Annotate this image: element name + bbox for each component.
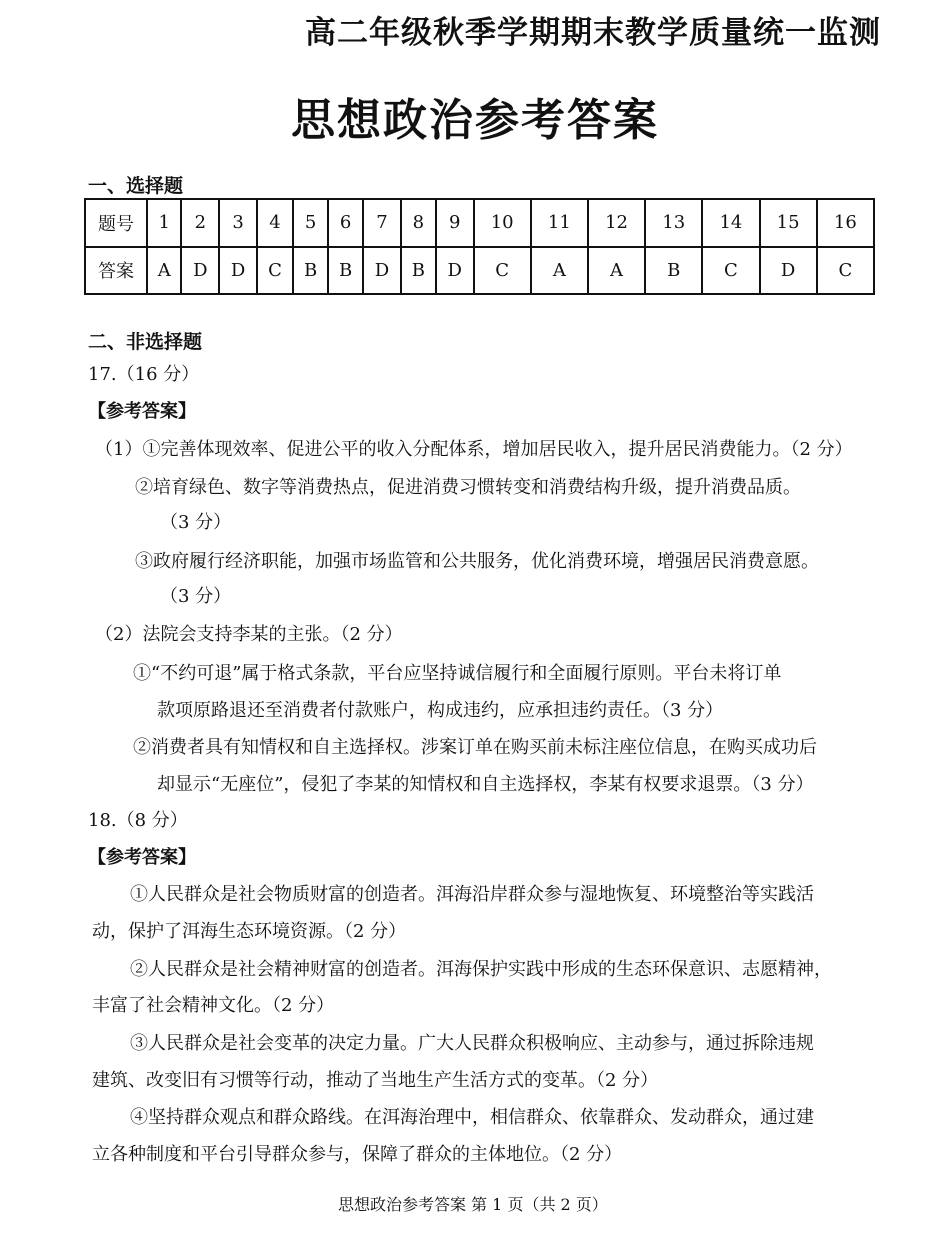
answer-cell: B [293, 247, 328, 295]
question-number-cell: 2 [181, 199, 219, 247]
question-number-cell: 8 [401, 199, 436, 247]
question-number-cell: 9 [436, 199, 474, 247]
answer-cell: C [257, 247, 293, 295]
q18-line-5: ③人民群众是社会变革的决定力量。广大人民群众积极响应、主动参与，通过拆除违规 [130, 1033, 814, 1054]
table-row-numbers [85, 199, 874, 247]
q17-line-3: （3 分） [160, 512, 232, 533]
row-label-number: 题号 [85, 199, 147, 247]
question-number-cell: 4 [257, 199, 293, 247]
answer-cell: D [363, 247, 401, 295]
answer-cell: A [588, 247, 645, 295]
question-number-cell: 12 [588, 199, 645, 247]
row-label-answer: 答案 [85, 247, 147, 295]
q17-line-10: 却显示“无座位”，侵犯了李某的知情权和自主选择权，李某有权要求退票。（3 分） [157, 774, 814, 795]
section-choice-heading: 一、选择题 [88, 175, 184, 197]
answer-cell: B [645, 247, 702, 295]
q17-line-7: ①“不约可退”属于格式条款，平台应坚持诚信履行和全面履行原则。平台未将订单 [133, 663, 782, 684]
answer-cell: A [531, 247, 588, 295]
q18-line-2: 动，保护了洱海生态环境资源。（2 分） [92, 921, 407, 942]
page-header-cropped: 高二年级秋季学期期末教学质量统一监测 [305, 15, 881, 51]
q17-line-6: （2）法院会支持李某的主张。（2 分） [95, 624, 403, 645]
question-number-cell: 13 [645, 199, 702, 247]
answer-table [84, 198, 875, 295]
q18-line-8: 立各种制度和平台引导群众参与，保障了群众的主体地位。（2 分） [92, 1144, 623, 1165]
q18-line-6: 建筑、改变旧有习惯等行动，推动了当地生产生活方式的变革。（2 分） [92, 1070, 659, 1091]
question-number-cell: 7 [363, 199, 401, 247]
answer-cell: B [328, 247, 363, 295]
answer-cell: C [817, 247, 874, 295]
question-number-cell: 1 [147, 199, 181, 247]
q18-line-1: ①人民群众是社会物质财富的创造者。洱海沿岸群众参与湿地恢复、环境整治等实践活 [130, 884, 814, 905]
q17-line-8: 款项原路退还至消费者付款账户，构成违约，应承担违约责任。（3 分） [157, 700, 724, 721]
question-number-cell: 15 [760, 199, 817, 247]
answer-cell: C [702, 247, 759, 295]
answer-cell: D [181, 247, 219, 295]
page-footer-cropped: 思想政治参考答案 第 1 页（共 2 页） [338, 1195, 608, 1214]
answer-cell: B [401, 247, 436, 295]
page-title: 思想政治参考答案 [291, 95, 659, 146]
question-number-cell: 11 [531, 199, 588, 247]
q17-line-1: （1）①完善体现效率、促进公平的收入分配体系，增加居民收入，提升居民消费能力。（2 分） [95, 439, 853, 460]
q17-line-9: ②消费者具有知情权和自主选择权。涉案订单在购买前未标注座位信息，在购买成功后 [133, 737, 817, 758]
question-number-cell: 6 [328, 199, 363, 247]
q18-line-3: ②人民群众是社会精神财富的创造者。洱海保护实践中形成的生态环保意识、志愿精神， [130, 959, 832, 980]
question-number-cell: 16 [817, 199, 874, 247]
answer-cell: D [760, 247, 817, 295]
q18-line-4: 丰富了社会精神文化。（2 分） [92, 995, 335, 1016]
table-row-answers [85, 247, 874, 295]
q17-heading: 17.（16 分） [88, 364, 200, 385]
answer-cell: D [436, 247, 474, 295]
q17-ref-label: 【参考答案】 [88, 401, 196, 422]
q17-line-4: ③政府履行经济职能，加强市场监管和公共服务，优化消费环境，增强居民消费意愿。 [135, 551, 819, 572]
question-number-cell: 3 [219, 199, 257, 247]
q18-line-7: ④坚持群众观点和群众路线。在洱海治理中，相信群众、依靠群众、发动群众，通过建 [130, 1107, 814, 1128]
section-nonchoice-heading: 二、非选择题 [88, 331, 203, 353]
question-number-cell: 10 [474, 199, 531, 247]
answer-cell: D [219, 247, 257, 295]
q18-heading: 18.（8 分） [88, 810, 188, 831]
question-number-cell: 14 [702, 199, 759, 247]
answer-cell: C [474, 247, 531, 295]
question-number-cell: 5 [293, 199, 328, 247]
q18-ref-label: 【参考答案】 [88, 847, 196, 868]
q17-line-5: （3 分） [160, 586, 232, 607]
answer-cell: A [147, 247, 181, 295]
q17-line-2: ②培育绿色、数字等消费热点，促进消费习惯转变和消费结构升级，提升消费品质。 [135, 477, 801, 498]
